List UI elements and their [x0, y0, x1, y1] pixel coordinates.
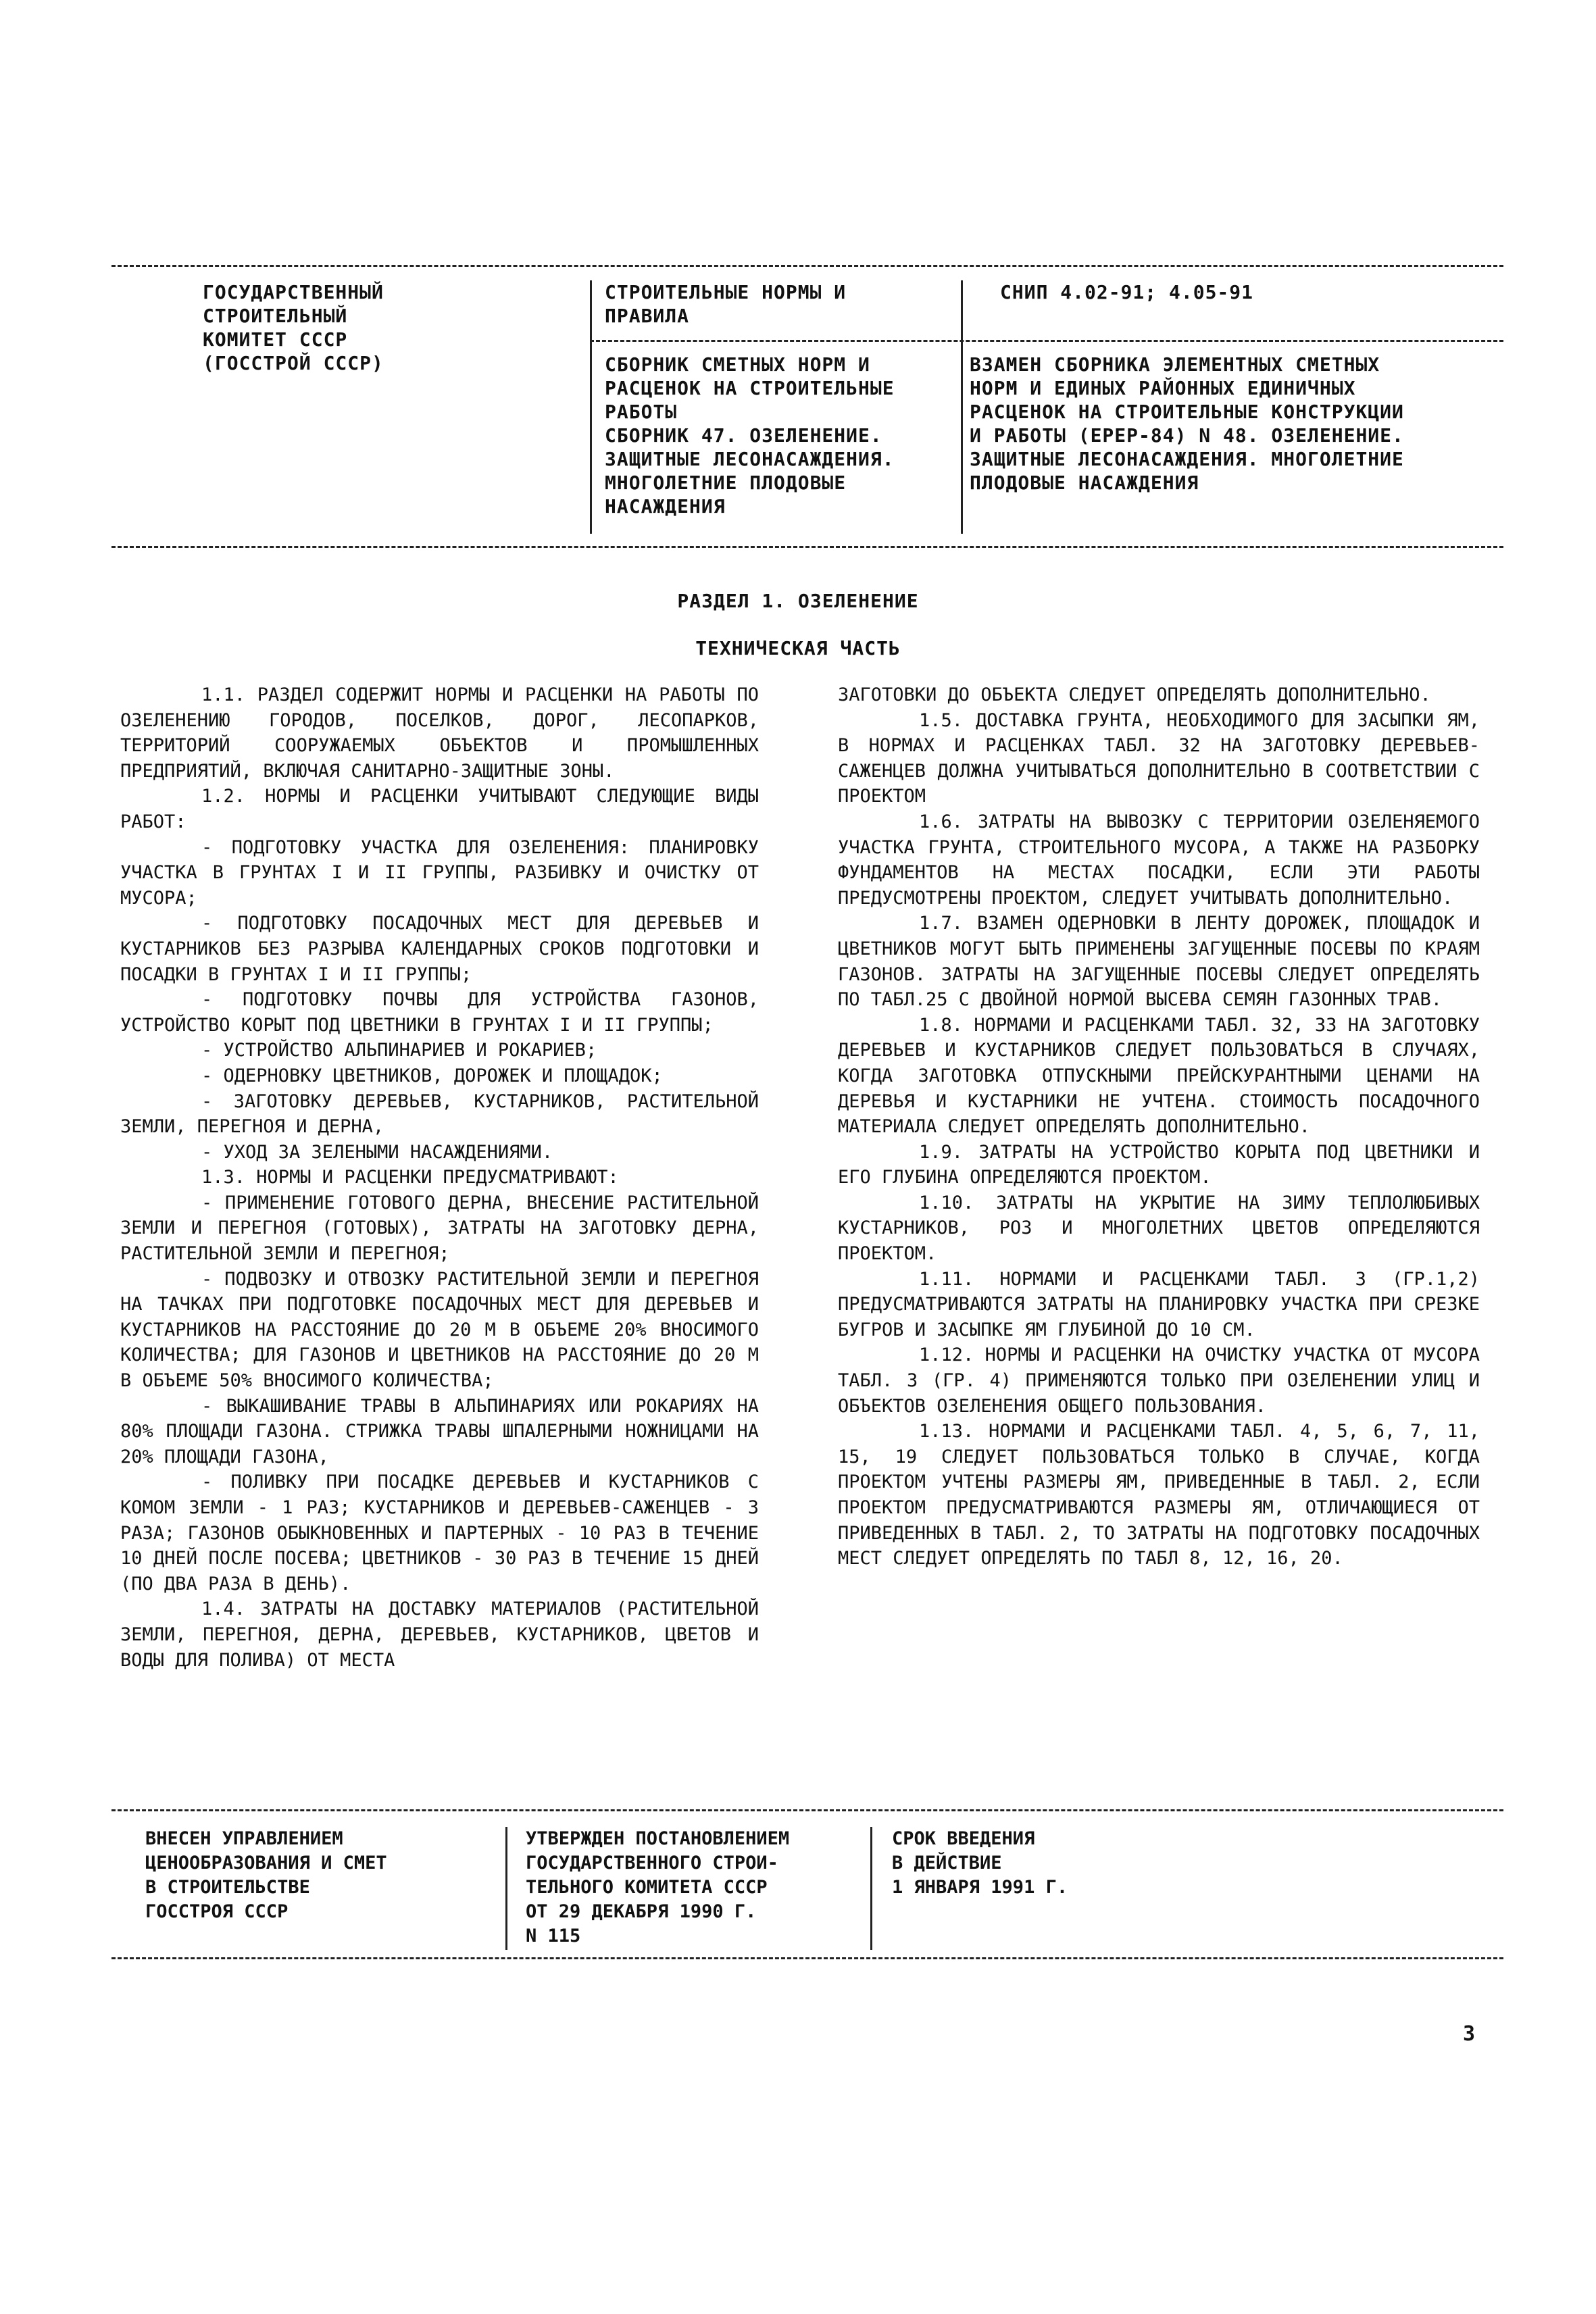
footer-top-rule — [111, 1809, 1503, 1811]
paragraph: 1.4. ЗАТРАТЫ НА ДОСТАВКУ МАТЕРИАЛОВ (РАСТИТЕЛЬНОЙ ЗЕМЛИ, ПЕРЕГНОЯ, ДЕРНА, ДЕРЕВЬЕВ, КУСТАРНИКОВ, ЦВЕТОВ И ВОДЫ ДЛЯ ПОЛИВА) ОТ МЕСТА — [120, 1599, 759, 1671]
footer-divider-right — [870, 1827, 872, 1950]
footer-approved — [526, 1827, 789, 1948]
paragraph: 1.9. ЗАТРАТЫ НА УСТРОЙСТВО КОРЫТА ПОД ЦВЕТНИКИ И ЕГО ГЛУБИНА ОПРЕДЕЛЯЮТСЯ ПРОЕКТОМ. — [838, 1141, 1480, 1188]
org-line: КОМИТЕТ СССР — [203, 328, 348, 351]
replaces-line: И РАБОТЫ (ЕРЕР-84) N 48. ОЗЕЛЕНЕНИЕ. — [970, 424, 1404, 447]
header-norms-title — [605, 280, 846, 328]
norms-line: СТРОИТЕЛЬНЫЕ НОРМЫ И — [605, 281, 847, 303]
paragraph: 1.10. ЗАТРАТЫ НА УКРЫТИЕ НА ЗИМУ ТЕПЛОЛЮБИВЫХ КУСТАРНИКОВ, РОЗ И МНОГОЛЕТНИХ ЦВЕТОВ ОПРЕДЕЛЯЮТСЯ ПРОЕКТОМ. — [838, 1192, 1480, 1265]
effective-line: В ДЕЙСТВИЕ — [892, 1853, 1002, 1873]
footer-bottom-rule — [111, 1957, 1503, 1959]
submitted-line: ЦЕНООБРАЗОВАНИЯ И СМЕТ — [145, 1853, 387, 1873]
list-item: - ОДЕРНОВКУ ЦВЕТНИКОВ, ДОРОЖЕК И ПЛОЩАДОК; — [201, 1065, 663, 1086]
paragraph: 1.7. ВЗАМЕН ОДЕРНОВКИ В ЛЕНТУ ДОРОЖЕК, ПЛОЩАДОК И ЦВЕТНИКОВ МОГУТ БЫТЬ ПРИМЕНЕНЫ ЗАГУЩЕННЫЕ ПОСЕВЫ ПО КРАЯМ ГАЗОНОВ. ЗАТРАТЫ НА ЗАГУЩЕННЫЕ ПОСЕВЫ СЛЕДУЕТ ОПРЕДЕЛЯТЬ ПО ТАБЛ.25 С ДВОЙНОЙ НОРМОЙ ВЫСЕВА СЕМЯН ГАЗОННЫХ ТРАВ. — [838, 913, 1480, 1011]
replaces-line: РАСЦЕНОК НА СТРОИТЕЛЬНЫЕ КОНСТРУКЦИИ — [970, 401, 1404, 423]
replaces-line: ВЗАМЕН СБОРНИКА ЭЛЕМЕНТНЫХ СМЕТНЫХ — [970, 353, 1380, 376]
header-divider-right — [961, 280, 963, 534]
replaces-line: ЗАЩИТНЫЕ ЛЕСОНАСАЖДЕНИЯ. МНОГОЛЕТНИЕ — [970, 448, 1404, 470]
approved-line: ОТ 29 ДЕКАБРЯ 1990 Г. — [526, 1901, 757, 1922]
approved-line: УТВЕРЖДЕН ПОСТАНОВЛЕНИЕМ — [526, 1828, 790, 1849]
collection-line: РАСЦЕНОК НА СТРОИТЕЛЬНЫЕ — [605, 377, 895, 399]
list-item: - ПОДВОЗКУ И ОТВОЗКУ РАСТИТЕЛЬНОЙ ЗЕМЛИ И ПЕРЕГНОЯ НА ТАЧКАХ ПРИ ПОДГОТОВКЕ ПОСАДОЧНЫХ МЕСТ ДЛЯ ДЕРЕВЬЕВ И КУСТАРНИКОВ НА РАССТОЯНИЕ ДО 20 М В ОБЪЕМЕ 20% ВНОСИМОГО КОЛИЧЕСТВА; ДЛЯ ГАЗОНОВ И ЦВЕТНИКОВ НА РАССТОЯНИЕ ДО 20 М В ОБЪЕМЕ 50% ВНОСИМОГО КОЛИЧЕСТВА; — [120, 1268, 759, 1392]
org-line: ГОСУДАРСТВЕННЫЙ — [203, 281, 384, 303]
paragraph: ЗАГОТОВКИ ДО ОБЪЕКТА СЛЕДУЕТ ОПРЕДЕЛЯТЬ ДОПОЛНИТЕЛЬНО. — [838, 684, 1431, 705]
approved-line: ТЕЛЬНОГО КОМИТЕТА СССР — [526, 1877, 768, 1898]
footer-effective — [892, 1827, 1068, 1900]
section-title: РАЗДЕЛ 1. ОЗЕЛЕНЕНИЕ — [677, 590, 919, 612]
header-inner-rule — [590, 340, 1503, 342]
paragraph: 1.5. ДОСТАВКА ГРУНТА, НЕОБХОДИМОГО ДЛЯ ЗАСЫПКИ ЯМ, В НОРМАХ И РАСЦЕНКАХ ТАБЛ. 32 НА ЗАГОТОВКУ ДЕРЕВЬЕВ-САЖЕНЦЕВ ДОЛЖНА УЧИТЫВАТЬСЯ ДОПОЛНИТЕЛЬНО В СООТВЕТСТВИИ С ПРОЕКТОМ — [838, 709, 1480, 807]
paragraph: 1.11. НОРМАМИ И РАСЦЕНКАМИ ТАБЛ. 3 (ГР.1,2) ПРЕДУСМАТРИВАЮТСЯ ЗАТРАТЫ НА ПЛАНИРОВКУ УЧАСТКА ПРИ СРЕЗКЕ БУГРОВ И ЗАСЫПКЕ ЯМ ГЛУБИНОЙ ДО 10 СМ. — [838, 1268, 1480, 1340]
page-number: 3 — [1463, 2022, 1476, 2046]
list-item: - ПОДГОТОВКУ УЧАСТКА ДЛЯ ОЗЕЛЕНЕНИЯ: ПЛАНИРОВКУ УЧАСТКА В ГРУНТАХ I И II ГРУППЫ, РАЗБИВКУ И ОЧИСТКУ ОТ МУСОРА; — [120, 836, 759, 909]
section-subtitle: ТЕХНИЧЕСКАЯ ЧАСТЬ — [695, 637, 901, 659]
header-replaces — [970, 353, 1404, 495]
header-bottom-rule — [111, 546, 1503, 548]
header-collection — [605, 353, 895, 518]
replaces-line: ПЛОДОВЫЕ НАСАЖДЕНИЯ — [970, 472, 1199, 494]
collection-line: ЗАЩИТНЫЕ ЛЕСОНАСАЖДЕНИЯ. — [605, 448, 895, 470]
paragraph: 1.13. НОРМАМИ И РАСЦЕНКАМИ ТАБЛ. 4, 5, 6, 7, 11, 15, 19 СЛЕДУЕТ ПОЛЬЗОВАТЬСЯ ТОЛЬКО В СЛУЧАЕ, КОГДА ПРОЕКТОМ УЧТЕНЫ РАЗМЕРЫ ЯМ, ПРИВЕДЕННЫЕ В ТАБЛ. 2, ЕСЛИ ПРОЕКТОМ ПРЕДУСМАТРИВАЮТСЯ РАЗМЕРЫ ЯМ, ОТЛИЧАЮЩИЕСЯ ОТ ПРИВЕДЕННЫХ В ТАБЛ. 2, ТО ЗАТРАТЫ НА ПОДГОТОВКУ ПОСАДОЧНЫХ МЕСТ СЛЕДУЕТ ОПРЕДЕЛЯТЬ ПО ТАБЛ 8, 12, 16, 20. — [838, 1421, 1480, 1569]
right-column — [838, 682, 1480, 1571]
list-item: - УХОД ЗА ЗЕЛЕНЫМИ НАСАЖДЕНИЯМИ. — [201, 1141, 553, 1163]
snip-code: СНИП 4.02-91; 4.05-91 — [1000, 281, 1254, 303]
list-item: - ПРИМЕНЕНИЕ ГОТОВОГО ДЕРНА, ВНЕСЕНИЕ РАСТИТЕЛЬНОЙ ЗЕМЛИ И ПЕРЕГНОЯ (ГОТОВЫХ), ЗАТРАТЫ НА ЗАГОТОВКУ ДЕРНА, РАСТИТЕЛЬНОЙ ЗЕМЛИ И ПЕРЕГНОЯ; — [120, 1192, 759, 1265]
norms-line: ПРАВИЛА — [605, 305, 690, 327]
submitted-line: В СТРОИТЕЛЬСТВЕ — [145, 1877, 310, 1898]
collection-line: НАСАЖДЕНИЯ — [605, 495, 726, 518]
list-item: - ПОЛИВКУ ПРИ ПОСАДКЕ ДЕРЕВЬЕВ И КУСТАРНИКОВ С КОМОМ ЗЕМЛИ - 1 РАЗ; КУСТАРНИКОВ И ДЕРЕВЬЕВ-САЖЕНЦЕВ - 3 РАЗА; ГАЗОНОВ ОБЫКНОВЕННЫХ И ПАРТЕРНЫХ - 10 РАЗ В ТЕЧЕНИЕ 10 ДНЕЙ ПОСЛЕ ПОСЕВА; ЦВЕТНИКОВ - 30 РАЗ В ТЕЧЕНИЕ 15 ДНЕЙ (ПО ДВА РАЗА В ДЕНЬ). — [120, 1472, 759, 1594]
list-item: - ЗАГОТОВКУ ДЕРЕВЬЕВ, КУСТАРНИКОВ, РАСТИТЕЛЬНОЙ ЗЕМЛИ, ПЕРЕГНОЯ И ДЕРНА, — [120, 1090, 759, 1138]
left-column — [120, 682, 759, 1673]
header-top-rule — [111, 265, 1503, 267]
header-code — [1000, 280, 1253, 304]
header-organization — [203, 280, 384, 375]
paragraph: 1.1. РАЗДЕЛ СОДЕРЖИТ НОРМЫ И РАСЦЕНКИ НА РАБОТЫ ПО ОЗЕЛЕНЕНИЮ ГОРОДОВ, ПОСЕЛКОВ, ДОРОГ, ЛЕСОПАРКОВ, ТЕРРИТОРИЙ СООРУЖАЕМЫХ ОБЪЕКТОВ И ПРОМЫШЛЕННЫХ ПРЕДПРИЯТИЙ, ВКЛЮЧАЯ САНИТАРНО-ЗАЩИТНЫЕ ЗОНЫ. — [120, 684, 759, 782]
footer-submitted — [145, 1827, 387, 1924]
header-divider-left — [590, 280, 592, 534]
org-line: (ГОССТРОЙ СССР) — [203, 352, 384, 374]
effective-line: СРОК ВВЕДЕНИЯ — [892, 1828, 1035, 1849]
submitted-line: ВНЕСЕН УПРАВЛЕНИЕМ — [145, 1828, 343, 1849]
org-line: СТРОИТЕЛЬНЫЙ — [203, 305, 348, 327]
effective-line: 1 ЯНВАРЯ 1991 Г. — [892, 1877, 1068, 1898]
approved-line: N 115 — [526, 1926, 581, 1946]
footer-divider-left — [505, 1827, 507, 1950]
collection-line: МНОГОЛЕТНИЕ ПЛОДОВЫЕ — [605, 472, 847, 494]
paragraph: 1.6. ЗАТРАТЫ НА ВЫВОЗКУ С ТЕРРИТОРИИ ОЗЕЛЕНЯЕМОГО УЧАСТКА ГРУНТА, СТРОИТЕЛЬНОГО МУСОРА, А ТАКЖЕ НА РАЗБОРКУ ФУНДАМЕНТОВ НА МЕСТАХ ПОСАДКИ, ЕСЛИ ЭТИ РАБОТЫ ПРЕДУСМОТРЕНЫ ПРОЕКТОМ, СЛЕДУЕТ УЧИТЫВАТЬ ДОПОЛНИТЕЛЬНО. — [838, 811, 1480, 909]
list-item: - ПОДГОТОВКУ ПОЧВЫ ДЛЯ УСТРОЙСТВА ГАЗОНОВ, УСТРОЙСТВО КОРЫТ ПОД ЦВЕТНИКИ В ГРУНТАХ I И II ГРУППЫ; — [120, 989, 759, 1036]
approved-line: ГОСУДАРСТВЕННОГО СТРОИ- — [526, 1853, 778, 1873]
list-item: - ПОДГОТОВКУ ПОСАДОЧНЫХ МЕСТ ДЛЯ ДЕРЕВЬЕВ И КУСТАРНИКОВ БЕЗ РАЗРЫВА КАЛЕНДАРНЫХ СРОКОВ ПОДГОТОВКИ И ПОСАДКИ В ГРУНТАХ I И II ГРУППЫ; — [120, 913, 759, 985]
collection-line: РАБОТЫ — [605, 401, 678, 423]
list-item: - УСТРОЙСТВО АЛЬПИНАРИЕВ И РОКАРИЕВ; — [201, 1040, 597, 1061]
replaces-line: НОРМ И ЕДИНЫХ РАЙОННЫХ ЕДИНИЧНЫХ — [970, 377, 1356, 399]
paragraph: 1.2. НОРМЫ И РАСЦЕНКИ УЧИТЫВАЮТ СЛЕДУЮЩИЕ ВИДЫ РАБОТ: — [120, 786, 759, 832]
paragraph: 1.3. НОРМЫ И РАСЦЕНКИ ПРЕДУСМАТРИВАЮТ: — [201, 1167, 619, 1188]
collection-line: СБОРНИК 47. ОЗЕЛЕНЕНИЕ. — [605, 424, 882, 447]
list-item: - ВЫКАШИВАНИЕ ТРАВЫ В АЛЬПИНАРИЯХ ИЛИ РОКАРИЯХ НА 80% ПЛОЩАДИ ГАЗОНА. СТРИЖКА ТРАВЫ ШПАЛЕРНЫМИ НОЖНИЦАМИ НА 20% ПЛОЩАДИ ГАЗОНА, — [120, 1395, 759, 1467]
paragraph: 1.8. НОРМАМИ И РАСЦЕНКАМИ ТАБЛ. 32, 33 НА ЗАГОТОВКУ ДЕРЕВЬЕВ И КУСТАРНИКОВ СЛЕДУЕТ ПОЛЬЗОВАТЬСЯ В СЛУЧАЯХ, КОГДА ЗАГОТОВКА ОТПУСКНЫМИ ПРЕЙСКУРАНТНЫМИ ЦЕНАМИ НА ДЕРЕВЬЯ И КУСТАРНИКИ НЕ УЧТЕНА. СТОИМОСТЬ ПОСАДОЧНОГО МАТЕРИАЛА СЛЕДУЕТ ОПРЕДЕЛЯТЬ ДОПОЛНИТЕЛЬНО. — [838, 1014, 1480, 1138]
collection-line: СБОРНИК СМЕТНЫХ НОРМ И — [605, 353, 870, 376]
paragraph: 1.12. НОРМЫ И РАСЦЕНКИ НА ОЧИСТКУ УЧАСТКА ОТ МУСОРА ТАБЛ. 3 (ГР. 4) ПРИМЕНЯЮТСЯ ТОЛЬКО ПРИ ОЗЕЛЕНЕНИИ УЛИЦ И ОБЪЕКТОВ ОЗЕЛЕНЕНИЯ ОБЩЕГО ПОЛЬЗОВАНИЯ. — [838, 1344, 1480, 1417]
submitted-line: ГОССТРОЯ СССР — [145, 1901, 289, 1922]
